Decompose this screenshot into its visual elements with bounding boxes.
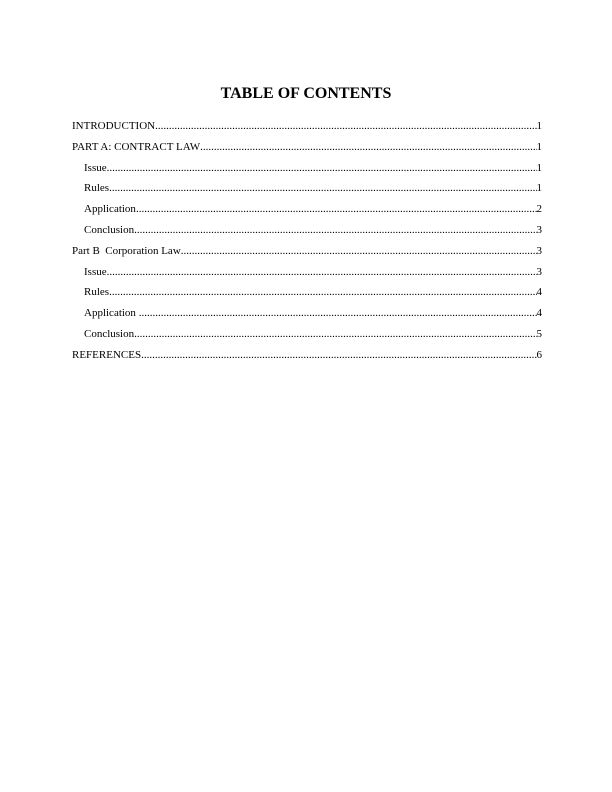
toc-page-number: 4 — [536, 307, 542, 320]
toc-entry-label: INTRODUCTION — [72, 120, 156, 132]
toc-entry-part-b-corporation-law[interactable] — [72, 241, 542, 262]
toc-page-number: 1 — [536, 140, 542, 153]
toc-page-number: 3 — [536, 244, 542, 257]
toc-page-number: 1 — [536, 161, 542, 174]
toc-entry-label: Rules — [84, 286, 110, 299]
toc-entry-part-a-rules[interactable] — [72, 178, 542, 199]
toc-entry-references[interactable] — [72, 345, 542, 366]
toc-dot-leader — [141, 345, 536, 366]
toc-entry-part-b-rules[interactable] — [72, 282, 542, 303]
toc-page-number: 4 — [536, 286, 542, 299]
toc-page-number: 3 — [536, 223, 542, 236]
toc-dot-leader — [200, 137, 536, 158]
toc-entry-label: Application — [84, 307, 139, 320]
toc-entry-part-a-application[interactable] — [72, 199, 542, 220]
toc-title: TABLE OF CONTENTS — [220, 85, 392, 102]
toc-entry-label: Application — [84, 203, 136, 216]
toc-entry-part-a-conclusion[interactable] — [72, 220, 542, 241]
toc-page-number: 2 — [536, 203, 542, 216]
toc-dot-leader — [136, 199, 537, 220]
toc-entry-label: Part B Corporation Law — [72, 244, 181, 257]
toc-entry-label: Conclusion — [84, 223, 135, 236]
toc-entry-part-b-conclusion[interactable] — [72, 324, 542, 345]
toc-entry-label: REFERENCES — [72, 348, 142, 361]
toc-page-number: 6 — [536, 348, 542, 361]
toc-dot-leader — [134, 324, 536, 345]
toc-entry-label: Issue — [84, 265, 107, 278]
toc-dot-leader — [107, 158, 537, 179]
toc-page-number: 1 — [536, 120, 542, 132]
toc-entry-label: Conclusion — [84, 327, 135, 340]
toc-entry-part-b-issue[interactable] — [72, 262, 542, 283]
toc-entry-part-a-contract-law[interactable] — [72, 137, 542, 158]
toc-dot-leader — [109, 282, 536, 303]
toc-entry-label: Rules — [84, 182, 110, 195]
toc-dot-leader — [134, 220, 536, 241]
toc-list — [72, 116, 542, 366]
toc-entry-label: PART A: CONTRACT LAW — [72, 140, 201, 153]
toc-dot-leader — [155, 116, 536, 137]
toc-entry-part-a-issue[interactable] — [72, 158, 542, 179]
toc-page-number: 1 — [536, 182, 542, 195]
toc-dot-leader — [107, 262, 537, 283]
toc-entry-label: Issue — [84, 161, 107, 174]
toc-entry-part-b-application[interactable] — [72, 303, 542, 324]
toc-entry-introduction[interactable] — [72, 116, 542, 137]
toc-page-number: 3 — [536, 265, 542, 278]
toc-dot-leader — [109, 178, 536, 199]
toc-page-number: 5 — [536, 327, 542, 340]
toc-dot-leader — [181, 241, 537, 262]
toc-dot-leader — [139, 303, 537, 324]
